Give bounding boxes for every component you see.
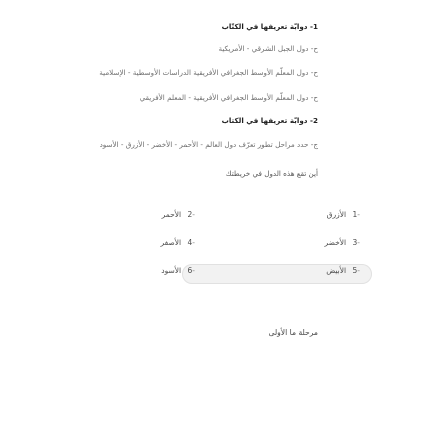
heading-two: 2- دوابّة تعريفها في الكتاب [221,116,318,125]
subline-3: ح- دول المعلّم الأوسط الجغرافي الأفريقية - المعلم الأفريقي [139,93,318,102]
grid-item-4: -4 الأصفر [160,238,195,247]
subline-1: ح- دول الجبل الشرقي - الأمريكية [218,44,318,53]
grid-item-1: -1 الأزرق [326,210,360,219]
subline-4: ج- حدد مراحل تطور تعرّف دول العالم - الأحمر - الأخضر - الأزرق - الأسود [99,140,318,149]
subline-2: ح- دول المعلّم الأوسط الجغرافي الأفريقية الدراسات الأوسطية - الإسلامية [99,68,318,77]
grid-item-5: -5 الأبيض [326,266,360,275]
bubble-text: أين تقع هذه الدول في خريطتك [225,169,318,178]
heading-one: 1- دوابّة تعريفها في الكتّاب [221,22,318,31]
grid-item-3: -3 الأخضر [324,238,360,247]
grid-item-6: -6 الأسود [161,266,195,275]
grid-item-2: -2 الأحمر [161,210,195,219]
footer-line: مرحلة ما الأولى [268,328,318,337]
